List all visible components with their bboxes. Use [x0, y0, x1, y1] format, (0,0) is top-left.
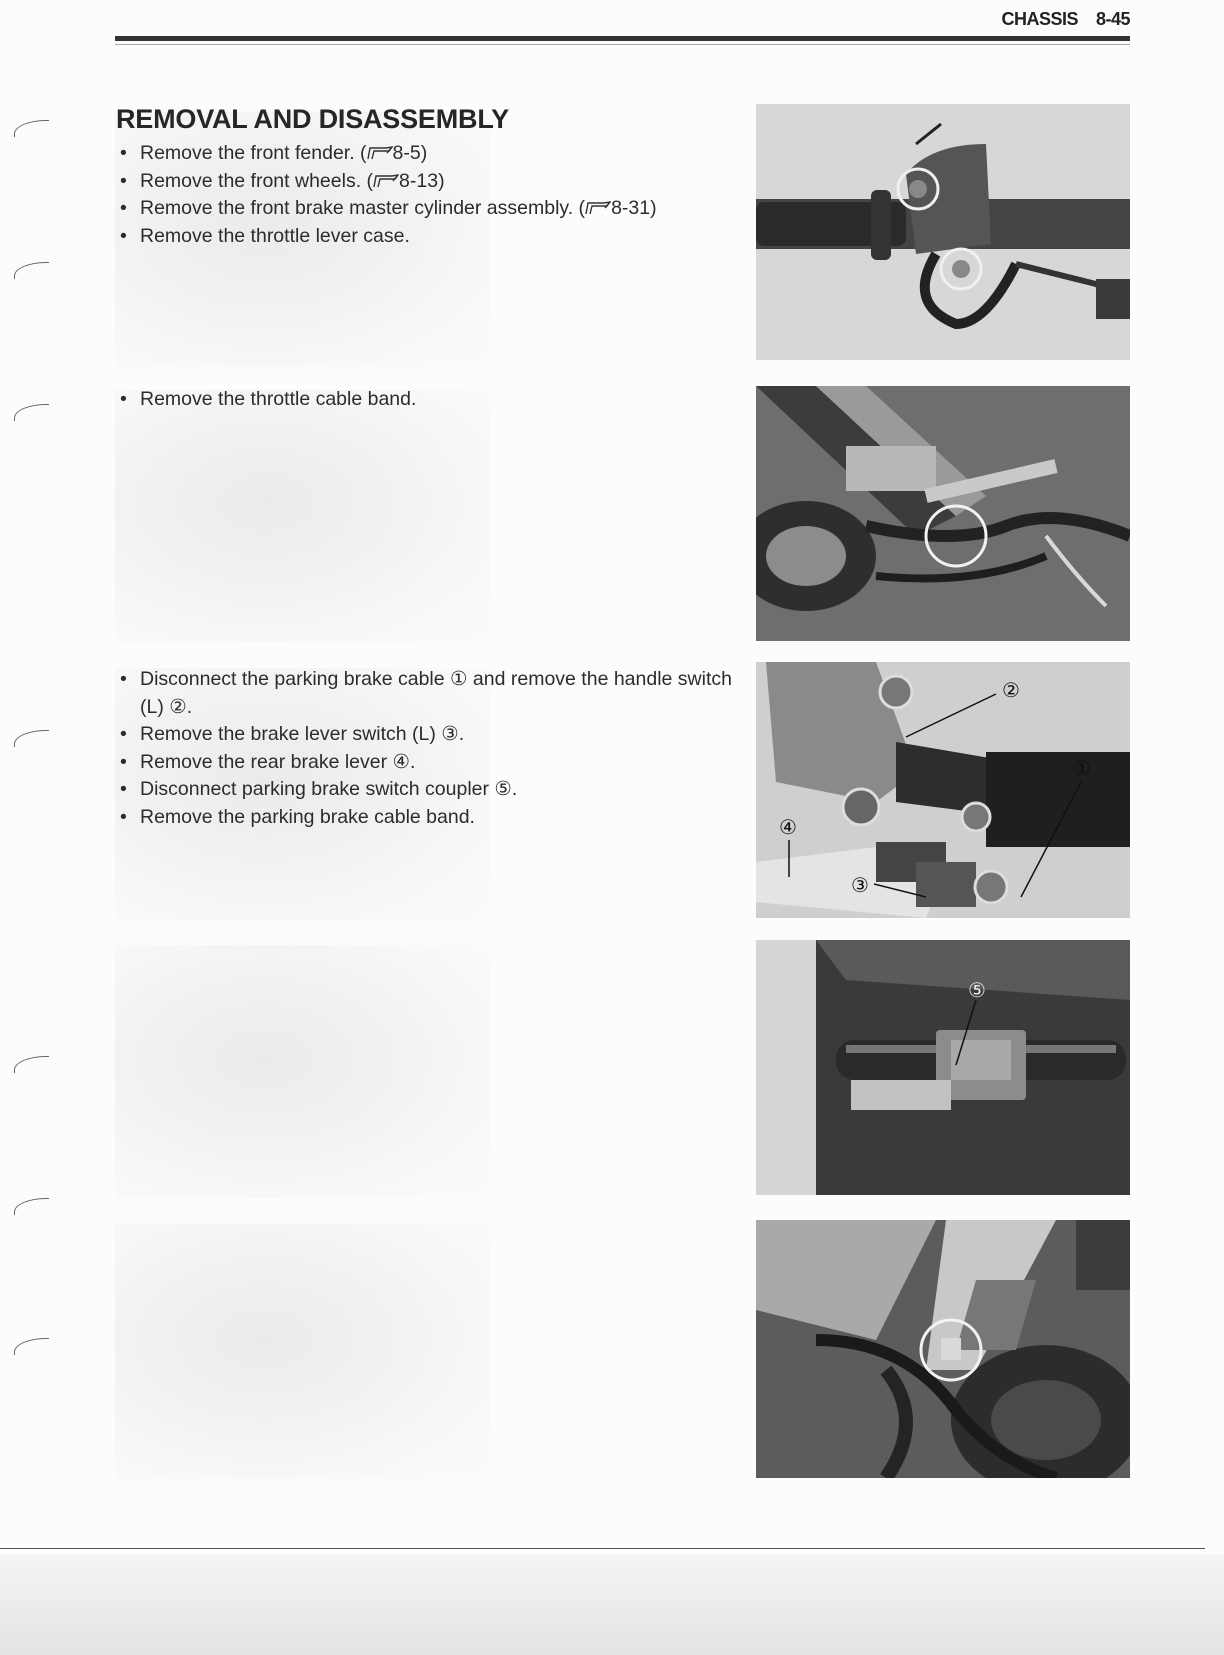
- photo-parking-brake-coupler: [756, 940, 1130, 1195]
- running-header: [1001, 9, 1130, 30]
- list-item: • Remove the throttle lever case.: [120, 223, 657, 251]
- binder-mark: [14, 120, 49, 137]
- header-section: CHASSIS: [1001, 9, 1078, 29]
- photo-throttle-cable-band: [756, 386, 1130, 641]
- callout-3: ③: [851, 873, 869, 897]
- list-item: • Remove the rear brake lever ④.: [120, 749, 740, 777]
- binder-mark: [14, 1198, 49, 1215]
- binder-mark: [14, 404, 49, 421]
- binder-mark: [14, 262, 49, 279]
- callout-2: ②: [1002, 678, 1020, 702]
- callout-5: ⑤: [968, 978, 986, 1002]
- photo-brake-lever-assembly: [756, 662, 1130, 918]
- header-rule: [115, 36, 1130, 41]
- list-item: • Remove the brake lever switch (L) ③.: [120, 721, 740, 749]
- list-item: • Disconnect parking brake switch coupler ⑤.: [120, 776, 740, 804]
- photo-throttle-lever-case: [756, 104, 1130, 360]
- binder-mark: [14, 730, 49, 747]
- show-through-image: [115, 390, 490, 642]
- header-rule-thin: [115, 44, 1130, 45]
- list-item: • Disconnect the parking brake cable ① and remove the handle switch (L) ②.: [120, 666, 740, 721]
- footer-rule: [0, 1548, 1205, 1549]
- list-item: • Remove the front fender. ( 8-5): [120, 140, 657, 168]
- step-list: [120, 386, 416, 414]
- reference-pointer-icon: [585, 201, 611, 215]
- list-item: • Remove the parking brake cable band.: [120, 804, 740, 832]
- step-list: [120, 140, 657, 250]
- step-list: [120, 666, 740, 831]
- page-number: 8-45: [1095, 9, 1130, 29]
- reference-pointer-icon: [367, 146, 393, 160]
- binder-mark: [14, 1056, 49, 1073]
- callout-1: ①: [1073, 756, 1091, 780]
- list-item: • Remove the front brake master cylinder assembly. ( 8-31): [120, 195, 657, 223]
- list-item: • Remove the front wheels. ( 8-13): [120, 168, 657, 196]
- show-through-image: [115, 1224, 490, 1479]
- reference-pointer-icon: [373, 174, 399, 188]
- section-title: REMOVAL AND DISASSEMBLY: [116, 104, 509, 134]
- photo-parking-brake-cable-band: [756, 1220, 1130, 1478]
- page-edge-shadow: [0, 1555, 1224, 1655]
- list-item: • Remove the throttle cable band.: [120, 386, 416, 414]
- callout-4: ④: [779, 815, 797, 839]
- binder-mark: [14, 1338, 49, 1355]
- show-through-image: [115, 945, 490, 1198]
